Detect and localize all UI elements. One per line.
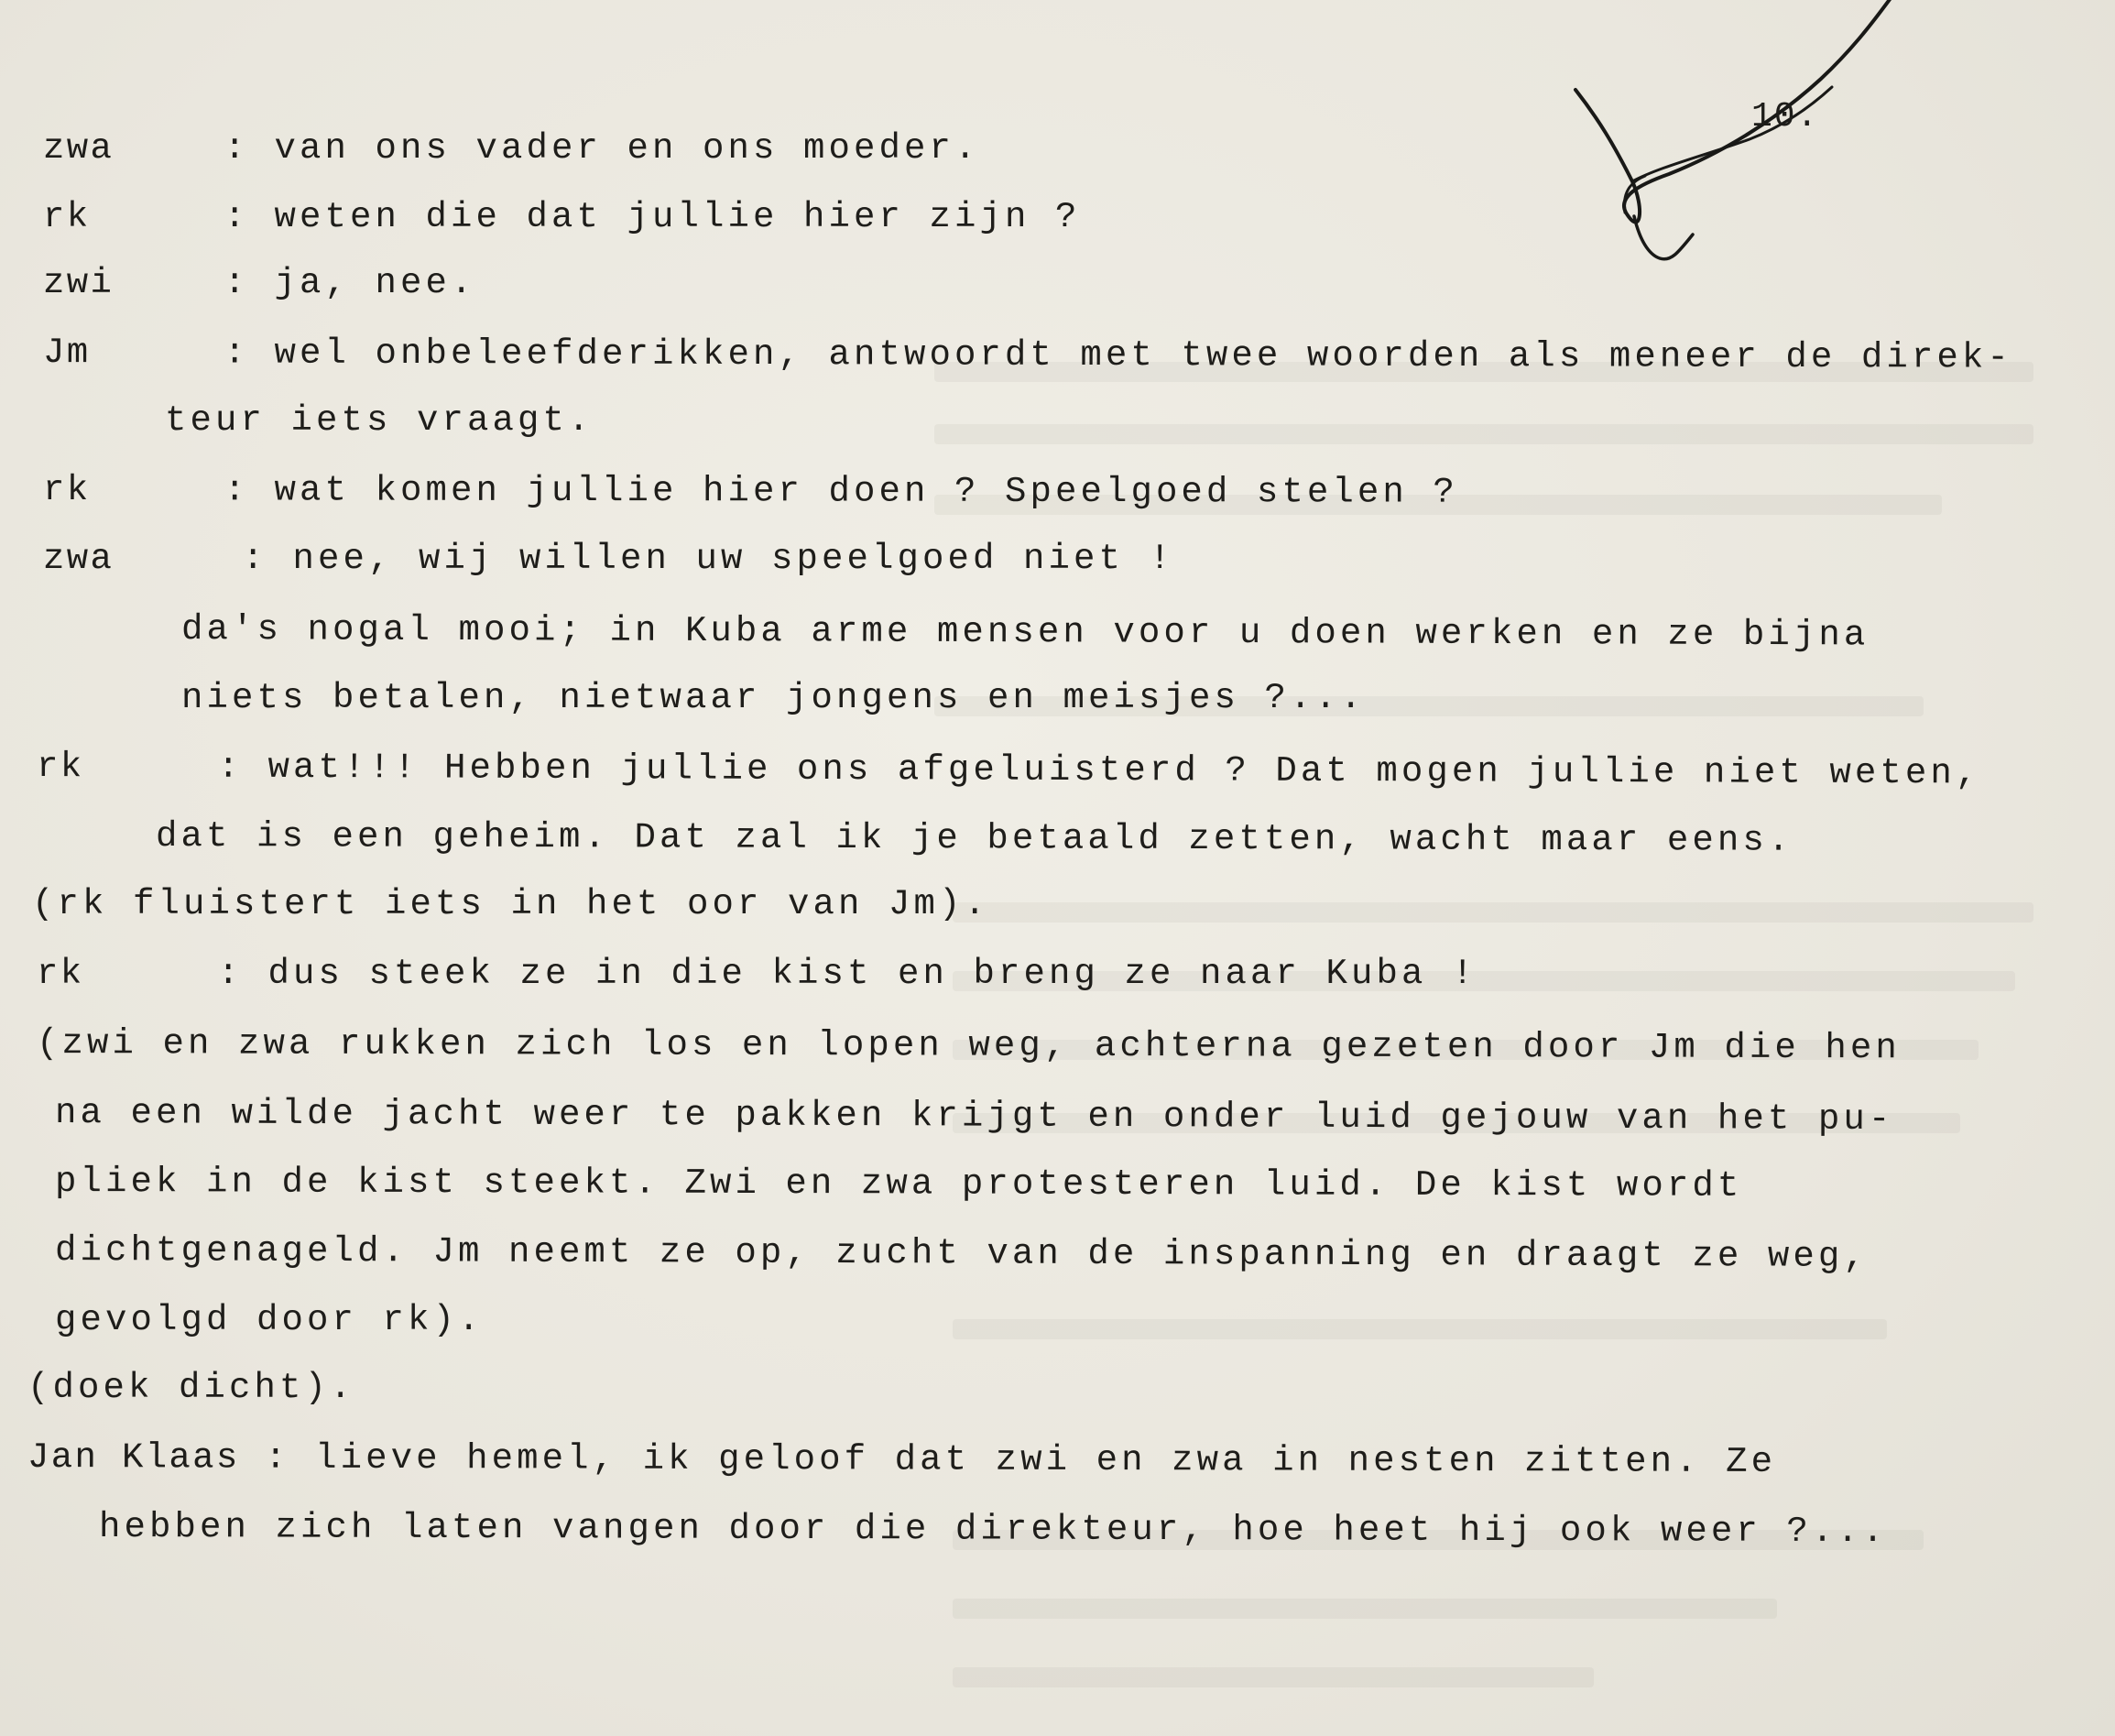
- dialogue-line: [37, 951, 1477, 997]
- dialogue-line: [43, 536, 1174, 582]
- speaker-label: zwa: [43, 539, 114, 579]
- stage-direction: pliek in de kist steekt. Zwi en zwa protesteren luid. De kist wordt: [54, 1162, 1743, 1206]
- separator: :: [223, 263, 249, 303]
- separator: :: [217, 747, 244, 788]
- dialogue-text: van ons vader en ons moeder.: [274, 128, 980, 169]
- stage-direction: (zwi en zwa rukken zich los en lopen weg, achterna gezeten door Jm die hen: [36, 1023, 1901, 1069]
- speaker-label: zwi: [43, 263, 114, 303]
- separator: :: [265, 1437, 290, 1479]
- dialogue-text: nee, wij willen uw speelgoed niet !: [292, 539, 1174, 579]
- stage-direction: dichtgenageld. Jm neemt ze op, zucht van de inspanning en draagt ze weg,: [54, 1230, 1869, 1277]
- dialogue-text: lieve hemel, ik geloof dat zwi en zwa in nesten zitten. Ze: [315, 1437, 1777, 1482]
- dialogue-text: wat!!! Hebben jullie ons afgeluisterd ? Dat mogen jullie niet weten,: [267, 747, 1981, 794]
- page-number: 10.: [1751, 97, 1820, 136]
- stage-direction: na een wilde jacht weer te pakken krijgt en onder luid gejouw van het pu-: [54, 1093, 1894, 1141]
- separator: :: [217, 954, 243, 994]
- dialogue-text: weten die dat jullie hier zijn ?: [274, 197, 1081, 237]
- dialogue-line: [43, 260, 476, 306]
- dialogue-line: [43, 330, 2012, 381]
- stage-direction: gevolgd door rk).: [55, 1300, 484, 1340]
- speaker-label: Jan Klaas: [27, 1437, 240, 1479]
- separator: :: [223, 128, 249, 169]
- dialogue-text: ja, nee.: [274, 263, 476, 303]
- dialogue-text: wat komen jullie hier doen ? Speelgoed stelen ?: [274, 470, 1458, 513]
- dialogue-continuation: niets betalen, nietwaar jongens en meisjes ?...: [181, 678, 1366, 718]
- dialogue-line: [27, 1435, 1776, 1485]
- dialogue-continuation: dat is een geheim. Dat zal ik je betaald zetten, wacht maar eens.: [155, 816, 1793, 861]
- speaker-label: rk: [42, 470, 91, 511]
- separator: :: [242, 539, 267, 579]
- separator: :: [223, 333, 250, 374]
- stage-direction: (doek dicht).: [27, 1368, 355, 1408]
- separator: :: [223, 197, 249, 237]
- dialogue-line: [43, 194, 1080, 240]
- speaker-label: zwa: [43, 128, 114, 169]
- dialogue-line: [43, 126, 979, 171]
- stage-direction: (rk fluistert iets in het oor van Jm).: [32, 884, 989, 924]
- speaker-label: rk: [37, 954, 84, 994]
- speaker-label: rk: [36, 747, 84, 788]
- dialogue-line: [43, 467, 1458, 516]
- dialogue-text: dus steek ze in die kist en breng ze naar Kuba !: [267, 954, 1477, 994]
- separator: :: [223, 470, 250, 511]
- dialogue-continuation: teur iets vraagt.: [165, 400, 594, 441]
- dialogue-continuation: da's nogal mooi; in Kuba arme mensen voor u doen werken en ze bijna: [180, 609, 1870, 656]
- handwritten-checkmark-icon: [1557, 0, 1905, 293]
- dialogue-continuation: hebben zich laten vangen door die direkteur, hoe heet hij ook weer ?...: [98, 1507, 1888, 1553]
- dialogue-text: wel onbeleefderikken, antwoordt met twee woorden als meneer de direk-: [274, 333, 2012, 378]
- dialogue-line: [37, 744, 1981, 796]
- speaker-label: Jm: [42, 333, 91, 374]
- speaker-label: rk: [43, 197, 91, 237]
